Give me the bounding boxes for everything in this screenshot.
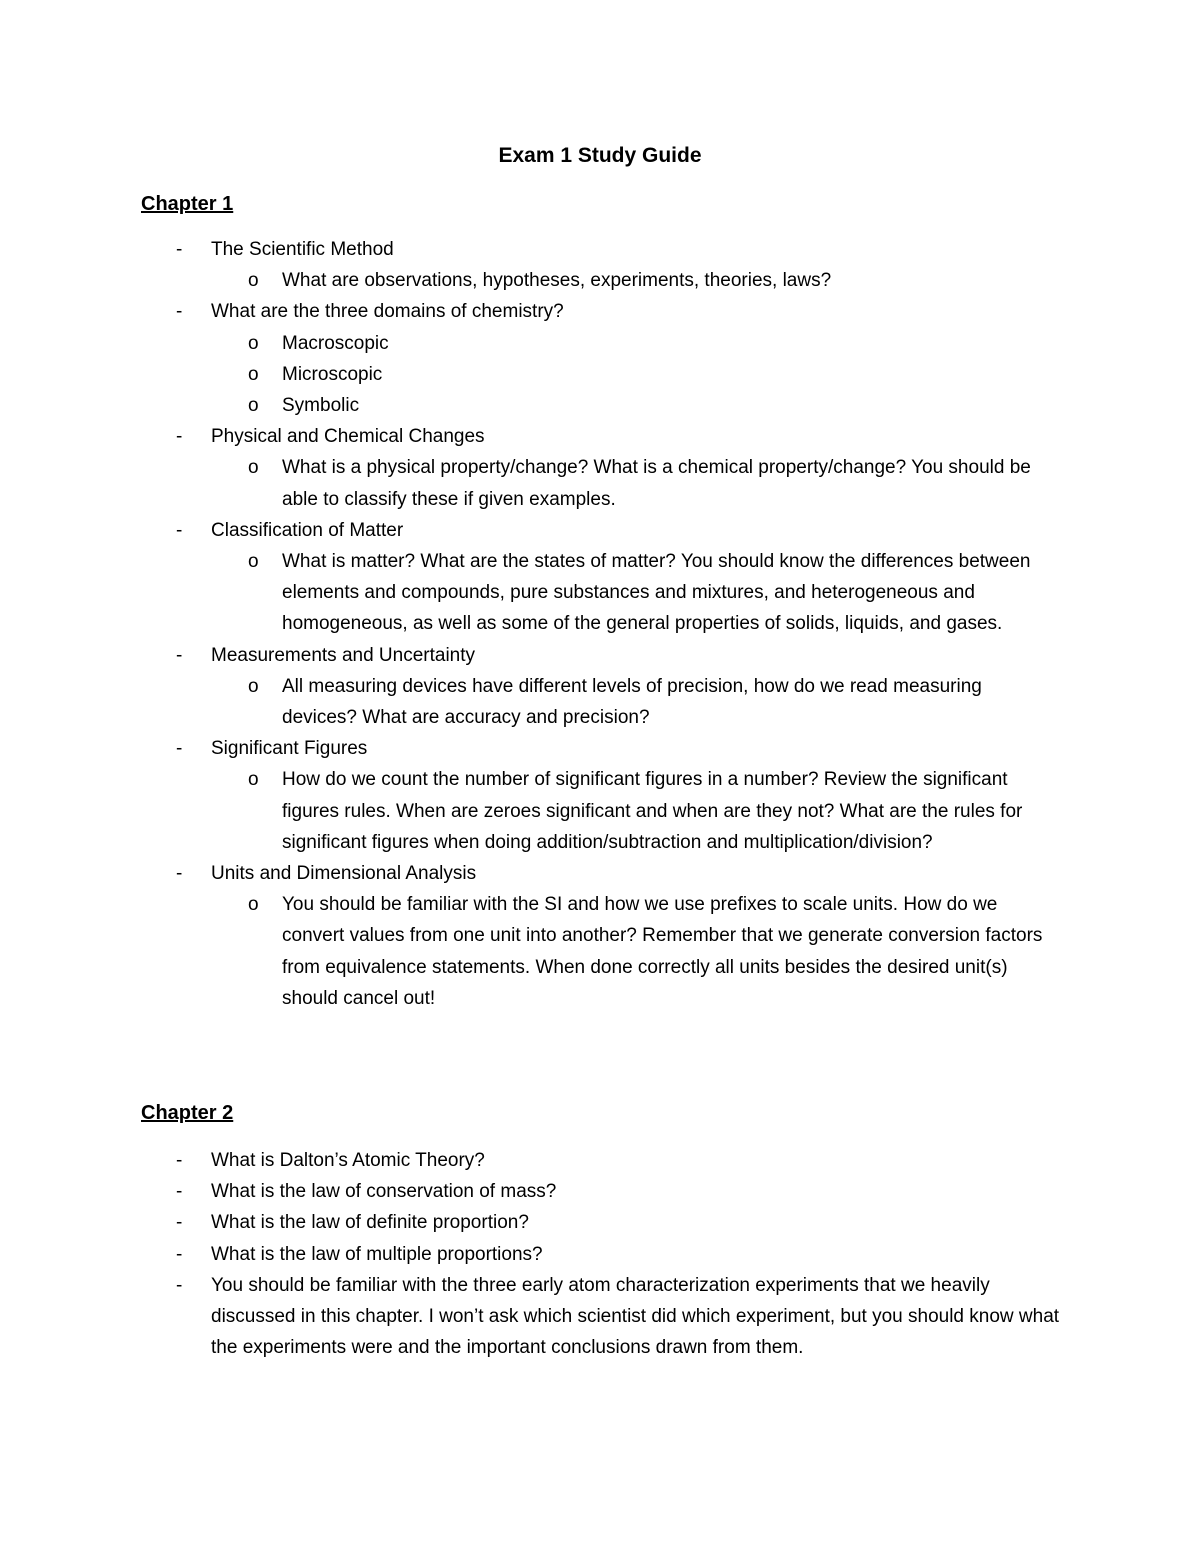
chapter-2-list bbox=[0, 1145, 1200, 1363]
sub-list-item bbox=[211, 546, 1062, 640]
sub-list-item bbox=[211, 390, 1062, 421]
dash-bullet: - bbox=[176, 1274, 183, 1296]
circle-bullet: o bbox=[248, 675, 259, 697]
sub-list bbox=[211, 452, 1071, 514]
sub-item-text: All measuring devices have different levels of precision, how do we read measuring devices? What are accuracy and precision? bbox=[282, 675, 982, 729]
dash-bullet: - bbox=[176, 738, 183, 760]
topic-units-dimensional-analysis: Units and Dimensional Analysis bbox=[211, 863, 477, 885]
dash-bullet: - bbox=[176, 1181, 183, 1203]
dash-bullet: - bbox=[176, 426, 183, 448]
dash-bullet: - bbox=[176, 239, 183, 260]
sub-item-text: Macroscopic bbox=[282, 332, 389, 354]
sub-list bbox=[211, 889, 1071, 1014]
sub-list-item bbox=[211, 889, 1062, 1014]
sub-item-text: What is matter? What are the states of matter? You should know the differences between elements and compounds, pure substances and mixtures, and heterogeneous and homogeneous, as well as some of the general properties of solids, liquids, and gases. bbox=[282, 551, 1031, 635]
sub-list-item bbox=[211, 265, 1062, 296]
question-text: You should be familiar with the three early atom characterization experiments that we heavily discussed in this chapter. I won’t ask which scientist did which experiment, but you should know what the experiments were and the important conclusions drawn from them. bbox=[211, 1274, 1060, 1359]
circle-bullet: o bbox=[248, 332, 259, 354]
chapter-1-heading: Chapter 1 bbox=[141, 193, 234, 215]
circle-bullet: o bbox=[248, 769, 259, 791]
circle-bullet: o bbox=[248, 395, 259, 417]
list-item bbox=[0, 515, 1071, 640]
circle-bullet: o bbox=[248, 363, 259, 385]
sub-list bbox=[211, 265, 1071, 296]
sub-item-text: Microscopic bbox=[282, 363, 383, 385]
sub-list bbox=[211, 671, 1071, 733]
chapter-2-heading: Chapter 2 bbox=[141, 1102, 234, 1124]
sub-list-item bbox=[211, 359, 1062, 390]
sub-list bbox=[211, 764, 1071, 858]
sub-list-item bbox=[211, 671, 1062, 733]
topic-classification-of-matter: Classification of Matter bbox=[211, 519, 404, 541]
page-title: Exam 1 Study Guide bbox=[498, 144, 702, 167]
list-item bbox=[0, 733, 1071, 858]
sub-list-item bbox=[211, 452, 1062, 514]
topic-physical-chemical-changes: Physical and Chemical Changes bbox=[211, 426, 485, 448]
topic-scientific-method: The Scientific Method bbox=[211, 239, 394, 260]
circle-bullet: o bbox=[248, 270, 259, 292]
dash-bullet: - bbox=[176, 644, 183, 666]
sub-item-text: What is a physical property/change? What is a chemical property/change? You should be able to classify these if given examples. bbox=[282, 457, 1031, 510]
question-text: What is the law of multiple proportions? bbox=[211, 1243, 543, 1265]
list-item bbox=[0, 234, 1071, 296]
dash-bullet: - bbox=[176, 519, 183, 541]
sub-list-item bbox=[211, 764, 1062, 858]
dash-bullet: - bbox=[176, 1150, 183, 1171]
topic-measurements-uncertainty: Measurements and Uncertainty bbox=[211, 644, 476, 666]
topic-significant-figures: Significant Figures bbox=[211, 738, 368, 760]
list-item bbox=[0, 1270, 1071, 1364]
list-item bbox=[0, 1176, 1071, 1207]
sub-item-text: You should be familiar with the SI and how we use prefixes to scale units. How do we convert values from one unit into another? Remember that we generate conversion factors from equivalence statements. When done correctly all units besides the desired unit(s) should cancel out! bbox=[282, 894, 1043, 1009]
list-item bbox=[0, 1207, 1071, 1238]
list-item bbox=[0, 858, 1071, 1014]
question-text: What is the law of definite proportion? bbox=[211, 1212, 529, 1234]
sub-item-text: What are observations, hypotheses, experiments, theories, laws? bbox=[282, 270, 832, 292]
dash-bullet: - bbox=[176, 1212, 183, 1234]
list-item bbox=[0, 296, 1071, 421]
dash-bullet: - bbox=[176, 1243, 183, 1265]
dash-bullet: - bbox=[176, 863, 183, 885]
circle-bullet: o bbox=[248, 457, 259, 479]
topic-three-domains: What are the three domains of chemistry? bbox=[211, 301, 564, 323]
list-item bbox=[0, 1145, 1071, 1176]
sub-list bbox=[211, 328, 1071, 422]
sub-item-text: Symbolic bbox=[282, 395, 360, 417]
sub-item-text: How do we count the number of significant figures in a number? Review the significant figures rules. When are zeroes significant and when are they not? What are the rules for significant figures when doing addition/subtraction and multiplication/division? bbox=[282, 769, 1023, 853]
chapter-1-list bbox=[0, 234, 1200, 1014]
circle-bullet: o bbox=[248, 894, 259, 916]
circle-bullet: o bbox=[248, 551, 259, 573]
list-item bbox=[0, 640, 1071, 734]
sub-list-item bbox=[211, 328, 1062, 359]
list-item bbox=[0, 421, 1071, 515]
question-text: What is the law of conservation of mass? bbox=[211, 1181, 557, 1203]
sub-list bbox=[211, 546, 1071, 640]
dash-bullet: - bbox=[176, 301, 183, 323]
list-item bbox=[0, 1239, 1071, 1270]
question-text: What is Dalton’s Atomic Theory? bbox=[211, 1150, 485, 1171]
